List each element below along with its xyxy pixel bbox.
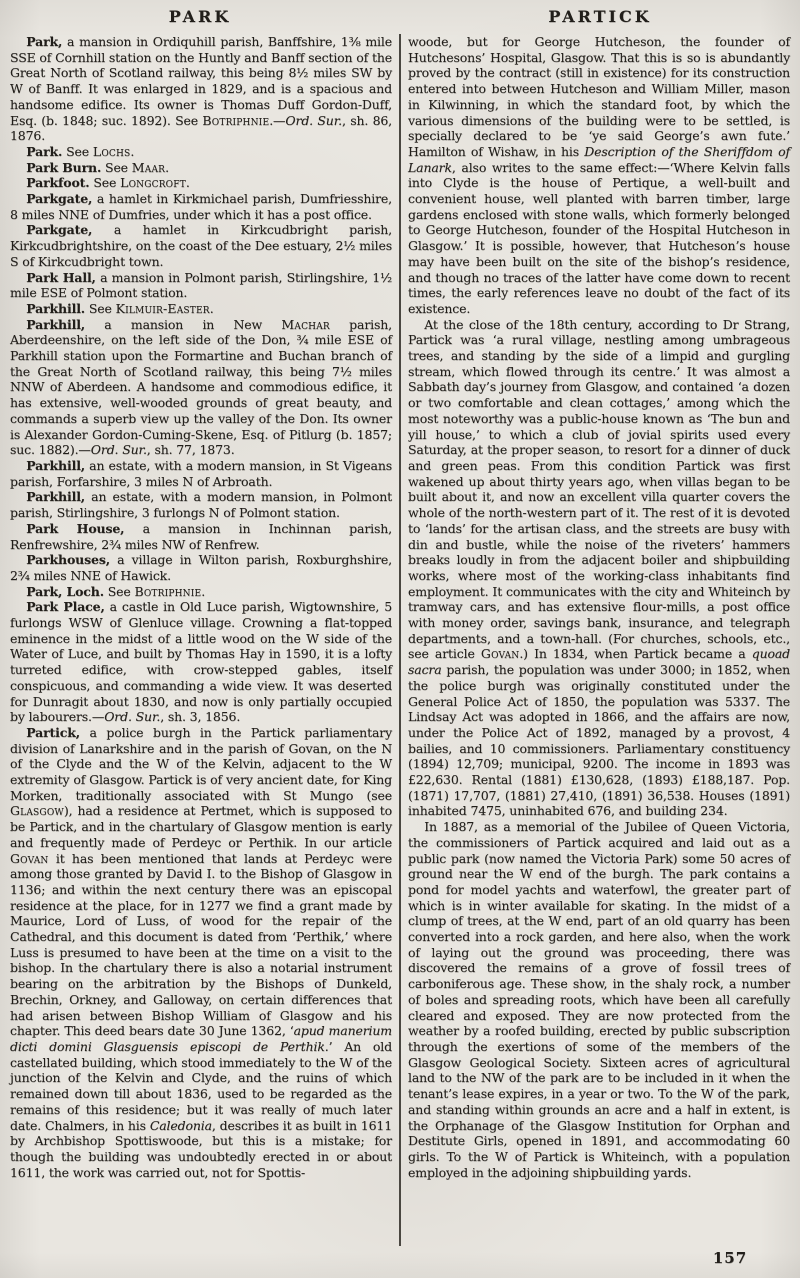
text-run: woode, but for George Hutcheson, the founder of Hutchesons’ Hospital, Glasgow. That this is so is abundantly proved by the contract (still in existence) for its construction entered into between Hutcheson and William Miller, mason in Kilwinning, in which the standard foot, by which the various dimensions of the building were to be settled, is specially declared to be ‘ye said George’s awn fute.’ Hamilton of Wishaw, in his <box>408 34 790 159</box>
text-run: See <box>101 159 132 175</box>
text-run: Park, Loch. <box>26 583 104 599</box>
text-run: Govan <box>480 646 520 662</box>
text-run: Longcroft <box>120 175 186 191</box>
text-run: a mansion in Polmont parish, Stirlingshire, 1½ mile ESE of Polmont station. <box>10 269 392 301</box>
text-run: Glasgow <box>10 803 64 819</box>
text-run: See <box>89 175 121 191</box>
text-run: See <box>103 583 135 599</box>
text-run: an estate, with a modern mansion, in St Vigeans parish, Forfarshire, 3 miles N of Arbroath. <box>10 457 392 489</box>
entry-paragraph <box>10 191 392 222</box>
entry-paragraph <box>10 552 392 583</box>
entry-paragraph <box>10 599 392 725</box>
text-run: See <box>62 143 93 159</box>
text-run: it has been mentioned that lands at Perdeyc were among those granted by David I. to the Bishop of Glasgow in 1136; and within the next century there was an episcopal residence at the place, for in 1277 we find a grant made by Maurice, Lord of Luss, of wood for the repair of the Cathedral, and this document is dated from ‘Perthik,’ where Luss is presumed to have been at the time on a visit to the bishop. In the chartulary there is also a notarial instrument bearing on the arbitration by the Bishops of Dunkeld, Brechin, Orkney, and Galloway, on certain differences that had arisen between Bishop William of Glasgow and his chapter. This deed bears date 30 June 1362, ‘ <box>10 850 392 1039</box>
text-run: Parkgate, <box>26 222 93 238</box>
text-run: See <box>85 300 116 316</box>
entry-paragraph <box>10 301 392 317</box>
left-running-head: PARK <box>168 7 232 26</box>
text-run: parish, Aberdeenshire, on the left side of the Don, ¾ mile ESE of Parkhill station upon the Formartine and Buchan branch of the Great North of Scotland railway, this being 7½ miles NNW of Aberdeen. A handsome and commodious edifice, it has extensive, well-wooded grounds of great beauty, and commands a superb view up the valley of the Don. Its owner is Alexander Gordon-Cuming-Skene, Esq. of Pitlurg (b. 1857; suc. 1882).— <box>10 316 392 458</box>
text-run: Parkhill, <box>26 489 85 505</box>
text-run: a hamlet in Kirkmichael parish, Dumfriesshire, 8 miles NNE of Dumfries, under which it has a post office. <box>10 191 392 222</box>
text-run: Park Hall, <box>26 269 96 285</box>
text-run: an estate, with a modern mansion, in Polmont parish, Stirlingshire, 3 furlongs N of Polmont station. <box>10 489 392 521</box>
entry-paragraph <box>10 270 392 301</box>
text-run: Machar <box>281 316 330 332</box>
text-run: Description of the Sheriffdom of Lanark <box>408 143 790 175</box>
text-run: , describes it as built in 1611 by Archbishop Spottiswoode, but this is a mistake; for though the building was undoubtedly erected in or about 1611, the work was carried out, not for Spottis- <box>10 1117 393 1180</box>
text-run: Parkgate, <box>26 191 93 207</box>
text-run: a castle in Old Luce parish, Wigtownshire, 5 furlongs WSW of Glenluce village. Crowning a flat-topped eminence in the midst of a little wood on the W side of the Water of Luce, and built by Thomas Hay in 1590, it is a lofty turreted edifice, with crow-stepped gables, itself conspicuous, and commanding a wide view. It was deserted for Dunragit about 1830, and now is only partially occupied by labourers.— <box>10 599 392 725</box>
text-run: . <box>130 143 135 159</box>
entry-paragraph <box>10 725 392 1180</box>
text-run: ), had a residence at Pertmet, which is supposed to be Partick, and in the chartulary of Glasgow mention is early and frequently made of Perdeyc or Perthik. In our article <box>10 803 392 850</box>
text-columns <box>0 34 800 1246</box>
text-run: Govan <box>10 850 49 866</box>
entry-paragraph <box>10 34 392 144</box>
text-run: Park, <box>26 34 63 49</box>
text-run: Kilmuir-Easter <box>115 300 210 316</box>
text-run: a mansion in New <box>85 316 282 332</box>
text-run: a mansion in Inchinnan parish, Renfrewshire, 2¾ miles NW of Renfrew. <box>10 520 392 552</box>
text-run: Maar <box>131 159 166 175</box>
left-column <box>0 34 399 1180</box>
text-run: a village in Wilton parish, Roxburghshire, 2¾ miles NNE of Hawick. <box>10 552 392 583</box>
text-run: , sh. 3, 1856. <box>160 709 241 725</box>
entry-paragraph <box>408 819 790 1180</box>
entry-paragraph <box>408 317 790 820</box>
text-run: , also writes to the same effect:—‘Where Kelvin falls into Clyde is the house of Pertique, a well-built and convenient house, well planted with barren timber, large gardens enclosed with stone walls, which formerly belonged to George Hutcheson, founder of the Hospital Hutcheson in Glasgow.’ It is possible, however, that Hutcheson’s house may have been built on the site of the bishop’s residence, and though no traces of the latter have come down to recent times, the early references leave no doubt of the fact of its existence. <box>408 159 790 316</box>
text-run: apud manerium dicti domini Glasguensis episcopi de Perthik. <box>10 1023 392 1054</box>
text-run: Parkhill, <box>26 316 85 332</box>
text-run: , sh. 86, 1876. <box>10 112 392 144</box>
text-run: . <box>185 175 190 191</box>
entry-paragraph <box>408 34 790 317</box>
entry-paragraph <box>10 144 392 160</box>
entry-paragraph <box>10 175 392 191</box>
text-run: parish, the population was under 3000; in 1852, when the police burgh was originally constituted under the General Police Act of 1850, the population was 5337. The Lindsay Act was adopted in 1866, and the affairs are now, under the Police Act of 1892, managed by a provost, 4 bailies, and 10 commissioners. Parliamentary constituency (1894) 12,709; municipal, 9200. The income in 1893 was £22,630. Rental (1881) £130,628, (1893) £188,187. Pop. (1871) 17,707, (1881) 27,410, (1891) 36,538. Houses (1891) inhabited 7475, uninhabited 676, and building 234. <box>408 662 790 819</box>
text-run: Parkhill, <box>26 457 85 473</box>
right-running-head: PARTICK <box>548 7 652 26</box>
text-run: a hamlet in Kirkcudbright parish, Kirkcudbrightshire, on the coast of the Dee estuary, 2½ miles S of Kirkcudbright town. <box>10 222 392 269</box>
text-run: a police burgh in the Partick parliamentary division of Lanarkshire and in the parish of Govan, on the N of the Clyde and the W of the Kelvin, adjacent to the W extremity of Glasgow. Partick is of very ancient date, for King Morken, traditionally associated with St Mungo (see <box>10 724 392 803</box>
text-run: . <box>165 159 169 175</box>
text-run: .) In 1834, when Partick became a <box>519 646 752 662</box>
page-number: 157 <box>712 1249 748 1267</box>
entry-paragraph <box>10 489 392 520</box>
text-run: . <box>201 583 206 599</box>
entry-paragraph <box>10 160 392 176</box>
text-run: Park. <box>26 143 63 159</box>
entry-paragraph <box>10 521 392 552</box>
text-run: Park House, <box>26 520 125 536</box>
text-run: Parkfoot. <box>26 175 90 191</box>
text-run: Ord. Sur. <box>90 442 147 458</box>
text-run: In 1887, as a memorial of the Jubilee of Queen Victoria, the commissioners of Partick acquired and laid out as a public park (now named the Victoria Park) some 50 acres of ground near the W end of the burgh. The park contains a pond for model yachts and waterfowl, the greater part of which is in winter available for skating. In the midst of a clump of trees, at the W end, part of an old quarry has been converted into a rock garden, and here also, when the work of laying out the ground was proceeding, there was discovered the remains of a grove of fossil trees of carboniferous age. These show, in the shaly rock, a number of boles and spreading roots, which have been all carefully cleared and exposed. They are now protected from the weather by a roofed building, erected by public subscription through the exertions of some of the members of the Glasgow Geological Society. Sixteen acres of agricultural land to the NW of the park are to be included in it when the tenant’s lease expires, in a year or two. To the W of the park, and standing within grounds an acre and a half in extent, is the Orphanage of the Glasgow Institution for Orphan and Destitute Girls, opened in 1891, and accommodating 60 girls. To the W of Partick is Whiteinch, with a population employed in the adjoining shipbuilding yards. <box>408 819 790 1180</box>
text-run: .— <box>269 112 286 128</box>
text-run: Botriphnie <box>134 583 202 599</box>
entry-paragraph <box>10 222 392 269</box>
text-run: , sh. 77, 1873. <box>146 442 235 458</box>
text-run: quoad sacra <box>408 646 791 678</box>
text-run: Botriphnie <box>202 112 270 128</box>
text-run: . <box>209 300 214 316</box>
entry-paragraph <box>10 584 392 600</box>
text-run: Partick, <box>26 724 80 740</box>
text-run: Ord. Sur. <box>285 112 342 128</box>
text-run: Parkhill. <box>26 300 85 316</box>
text-run: Parkhouses, <box>26 552 110 568</box>
text-run: Caledonia <box>149 1117 212 1133</box>
entry-paragraph <box>10 317 392 458</box>
text-run: At the close of the 18th century, according to Dr Strang, Partick was ‘a rural village, nestling among umbrageous trees, and standing by the side of a limpid and gurgling stream, which flowed through its centre.’ It was almost a Sabbath day’s journey from Glasgow, and contained ‘a dozen or two comfortable and clean cottages,’ among which the most noteworthy was a public-house known as ‘The bun and yill house,’ to which a club of jovial spirits used every Saturday, at the proper season, to resort for a dinner of duck and green peas. From this condition Partick was first wakened up about thirty years ago, when villas began to be built about it, and now an excellent villa quarter covers the whole of the north-western part of it. The rest of it is devoted to ‘lands’ for the artisan class, and the streets are busy with din and bustle, while the noise of the riveters’ hammers breaks loudly in from the adjacent boiler and shipbuilding works, where most of the working-class inhabitants find employment. It communicates with the city and Whiteinch by tramway cars, and has extensive flour-mills, a post office with money order, savings bank, insurance, and telegraph departments, and a town-hall. (For churches, schools, etc., see article <box>408 316 790 662</box>
text-run: a mansion in Ordiquhill parish, Banffshire, 1⅜ mile SSE of Cornhill station on the Huntly and Banff section of the Great North of Scotland railway, this being 8½ miles SW by W of Banff. It was enlarged in 1829, and is a spacious and handsome edifice. Its owner is Thomas Duff Gordon-Duff, Esq. (b. 1848; suc. 1892). See <box>10 34 392 128</box>
text-run: ’ An old castellated building, which stood immediately to the W of the junction of the Kelvin and Clyde, and the ruins of which remained down till about 1836, used to be regarded as the remains of this residence; but it was really of much later date. Chalmers, in his <box>10 1039 392 1133</box>
text-run: Park Place, <box>26 599 105 615</box>
text-run: Lochs <box>92 143 131 159</box>
right-column <box>401 34 800 1180</box>
text-run: Park Burn. <box>26 159 102 175</box>
entry-paragraph <box>10 458 392 489</box>
running-heads <box>0 0 800 33</box>
text-run: Ord. Sur. <box>104 709 161 725</box>
